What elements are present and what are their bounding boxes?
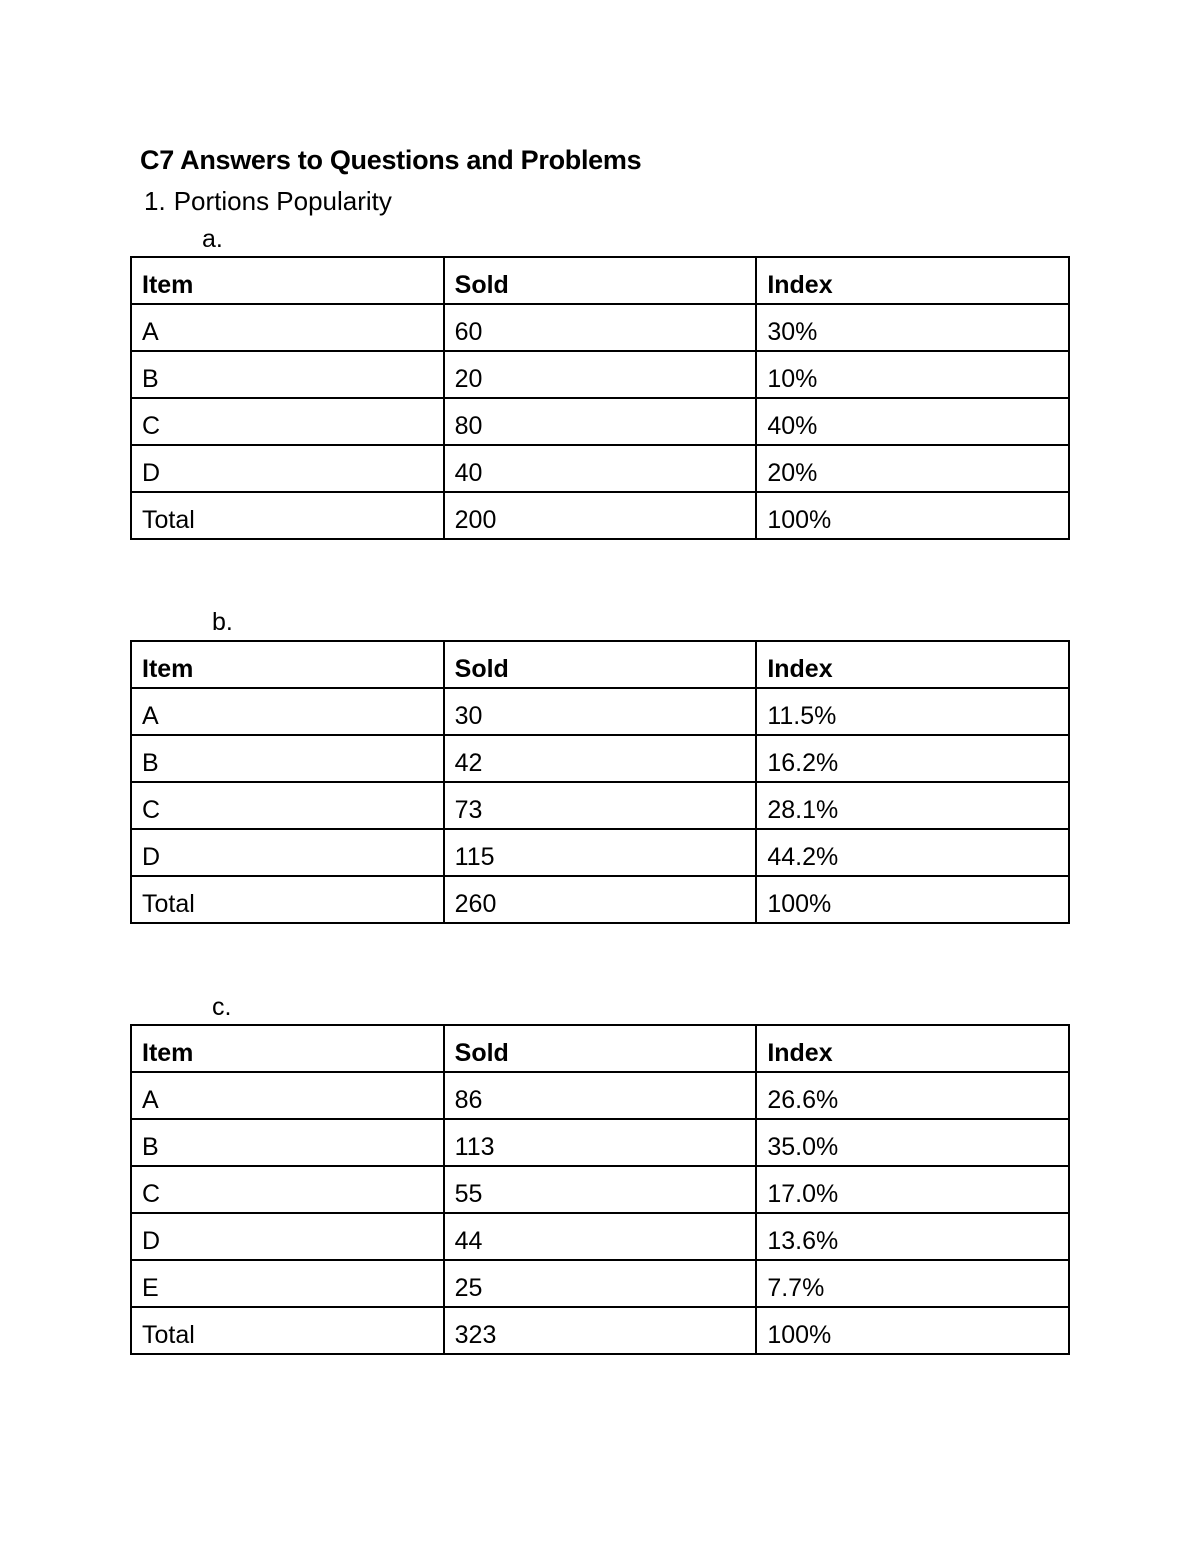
cell-index: 17.0% <box>756 1166 1069 1213</box>
table-row <box>131 782 1069 829</box>
part-label-b: b. <box>212 608 233 636</box>
question-heading <box>144 184 392 218</box>
cell-item: Total <box>131 876 444 923</box>
table-row <box>131 829 1069 876</box>
table-row <box>131 304 1069 351</box>
cell-sold: 73 <box>444 782 757 829</box>
cell-index: 28.1% <box>756 782 1069 829</box>
table-row <box>131 1213 1069 1260</box>
cell-item: B <box>131 1119 444 1166</box>
table-row <box>131 398 1069 445</box>
table-header-row <box>131 1025 1069 1072</box>
cell-index: 20% <box>756 445 1069 492</box>
cell-index: 11.5% <box>756 688 1069 735</box>
table-row <box>131 445 1069 492</box>
cell-item: E <box>131 1260 444 1307</box>
table-row <box>131 1260 1069 1307</box>
cell-sold: 25 <box>444 1260 757 1307</box>
table-header-row <box>131 257 1069 304</box>
part-label-c: c. <box>212 993 232 1021</box>
page-title: C7 Answers to Questions and Problems <box>140 145 642 175</box>
cell-index: 44.2% <box>756 829 1069 876</box>
cell-item: Total <box>131 1307 444 1354</box>
cell-index: 16.2% <box>756 735 1069 782</box>
header-sold: Sold <box>444 257 757 304</box>
table-row <box>131 1119 1069 1166</box>
cell-item: C <box>131 782 444 829</box>
cell-item: A <box>131 688 444 735</box>
cell-index: 100% <box>756 876 1069 923</box>
cell-sold: 323 <box>444 1307 757 1354</box>
table-row <box>131 1072 1069 1119</box>
header-item: Item <box>131 257 444 304</box>
cell-sold: 80 <box>444 398 757 445</box>
cell-item: D <box>131 1213 444 1260</box>
header-index: Index <box>756 257 1069 304</box>
header-index: Index <box>756 641 1069 688</box>
table-row <box>131 351 1069 398</box>
cell-item: A <box>131 304 444 351</box>
cell-sold: 60 <box>444 304 757 351</box>
header-index: Index <box>756 1025 1069 1072</box>
cell-index: 26.6% <box>756 1072 1069 1119</box>
cell-sold: 86 <box>444 1072 757 1119</box>
cell-item: C <box>131 1166 444 1213</box>
cell-sold: 260 <box>444 876 757 923</box>
cell-sold: 30 <box>444 688 757 735</box>
table-row <box>131 688 1069 735</box>
table-total-row <box>131 876 1069 923</box>
cell-index: 35.0% <box>756 1119 1069 1166</box>
cell-sold: 40 <box>444 445 757 492</box>
cell-item: B <box>131 351 444 398</box>
table-part-c <box>130 1024 1070 1355</box>
table-part-b <box>130 640 1070 924</box>
table-part-a <box>130 256 1070 540</box>
table-row <box>131 1166 1069 1213</box>
cell-item: B <box>131 735 444 782</box>
cell-sold: 42 <box>444 735 757 782</box>
cell-sold: 200 <box>444 492 757 539</box>
cell-index: 100% <box>756 492 1069 539</box>
cell-item: C <box>131 398 444 445</box>
header-sold: Sold <box>444 1025 757 1072</box>
table-row <box>131 735 1069 782</box>
cell-index: 13.6% <box>756 1213 1069 1260</box>
cell-sold: 20 <box>444 351 757 398</box>
part-label-a: a. <box>202 225 223 253</box>
question-number: 1. <box>144 186 166 216</box>
cell-index: 100% <box>756 1307 1069 1354</box>
header-item: Item <box>131 641 444 688</box>
cell-sold: 55 <box>444 1166 757 1213</box>
header-sold: Sold <box>444 641 757 688</box>
table-total-row <box>131 492 1069 539</box>
cell-item: Total <box>131 492 444 539</box>
cell-index: 7.7% <box>756 1260 1069 1307</box>
table-total-row <box>131 1307 1069 1354</box>
cell-item: D <box>131 445 444 492</box>
cell-index: 40% <box>756 398 1069 445</box>
table-header-row <box>131 641 1069 688</box>
cell-sold: 113 <box>444 1119 757 1166</box>
header-item: Item <box>131 1025 444 1072</box>
cell-sold: 44 <box>444 1213 757 1260</box>
cell-item: A <box>131 1072 444 1119</box>
cell-item: D <box>131 829 444 876</box>
cell-index: 10% <box>756 351 1069 398</box>
cell-sold: 115 <box>444 829 757 876</box>
cell-index: 30% <box>756 304 1069 351</box>
question-text: Portions Popularity <box>173 186 392 216</box>
